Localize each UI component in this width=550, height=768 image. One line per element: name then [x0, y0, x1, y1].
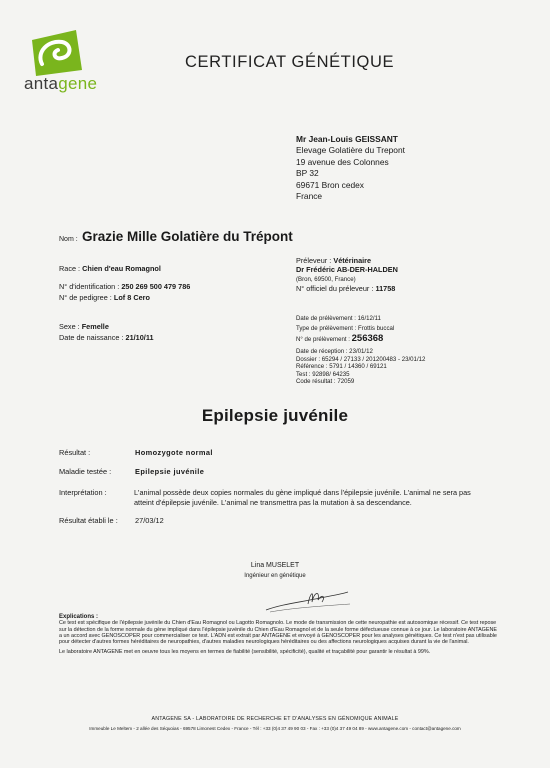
footer-address: Immeuble Le Meltem - 2 allée des Séquoias - 69578 Limonest Cedex - France - Tél : +33 (0)4 37 49 90 03 - Fax : +33 (0)4 37 49 04 89 - www.antagene.com - contact@antagene.com	[89, 726, 461, 731]
prelevement-date-label: Date de prélèvement :	[296, 315, 356, 322]
logo-wordmark: antagene	[24, 74, 98, 93]
reception-reference: Référence : 5791 / 14360 / 69121	[296, 363, 387, 371]
owner-address-block	[296, 134, 405, 202]
explications-heading: Explications :	[59, 614, 99, 620]
signatory-name: Lina MUSELET	[250, 562, 300, 569]
race-label: Race :	[59, 264, 81, 273]
owner-line: 19 avenue des Colonnes	[296, 156, 389, 167]
resultat-label: Résultat :	[59, 448, 91, 457]
pedigree-row	[59, 293, 150, 303]
prelevement-num-label: N° de prélèvement :	[296, 336, 350, 343]
reception-dossier: Dossier : 65294 / 27133 / 201200483 - 23/01/12	[296, 355, 426, 363]
owner-name: Mr Jean-Louis GEISSANT	[296, 134, 398, 144]
explications-paragraph: Ce test est spécifique de l'épilepsie juvénile du Chien d'Eau Romagnol ou Lagotto Romagnolo. Le mode de transmission de cette neuropathie est autosomique récessif. Ce test repose sur la détection de la forme normale du gène impliqué dans l'épilepsie juvénile du Chien d'Eau Romagnol et de la seule forme défectueuse connue à ce jour. Le laboratoire ANTAGENE a un accord avec GENOSCOPER pour commercialiser ce test. L'ADN est extrait par ANTAGENE et envoyé à GENOSCOPER pour les analyses génétiques. Ce test n'est pas utilisable pour détecter d'autres formes héréditaires de neuropathies, d'autres maladies neurologiques héréditaires ou des affections neurologiques acquises durant la vie de l'animal.	[59, 620, 497, 646]
preleveur-officiel-label: N° officiel du préleveur :	[296, 284, 374, 293]
dog-name: Grazie Mille Golatière du Trépont	[82, 229, 293, 244]
pedigree-value: Lof 8 Cero	[113, 293, 150, 302]
owner-line: BP 32	[296, 168, 319, 179]
prelevement-num-value: 256368	[351, 333, 384, 344]
race-value: Chien d'eau Romagnol	[82, 264, 161, 273]
sexe-value: Femelle	[81, 322, 109, 331]
signatory-block	[0, 560, 550, 582]
naissance-row	[59, 333, 154, 343]
reception-test: Test : 92898/ 64235	[296, 370, 350, 378]
reception-block	[296, 348, 425, 386]
footer-company: ANTAGENE SA - LABORATOIRE DE RECHERCHE ET D'ANALYSES EN GÉNOMIQUE ANIMALE	[151, 716, 399, 722]
test-heading: Epilepsie juvénile	[201, 406, 349, 425]
preleveur-name-text: Dr Frédéric AB-DER-HALDEN	[296, 265, 398, 274]
identification-row	[59, 282, 190, 292]
prelevement-type-row	[296, 325, 394, 333]
owner-line: Elevage Golatière du Trepont	[296, 145, 405, 156]
owner-line: 69671 Bron cedex	[296, 179, 364, 190]
signatory-role: Ingénieur en génétique	[244, 573, 306, 579]
sexe-label: Sexe :	[59, 322, 80, 331]
reception-code: Code résultat : 72059	[296, 378, 355, 386]
interpretation-label: Interprétation :	[59, 488, 107, 497]
sexe-row	[59, 322, 109, 332]
pedigree-label: N° de pedigree :	[59, 293, 112, 302]
identification-label: N° d'identification :	[59, 282, 120, 291]
prelevement-type-label: Type de prélèvement :	[296, 325, 357, 332]
preleveur-label: Préleveur :	[296, 256, 332, 265]
etabli-value: 27/03/12	[135, 516, 164, 525]
prelevement-date-value: 16/12/11	[357, 315, 381, 322]
maladie-value: Epilepsie juvénile	[135, 467, 205, 476]
reception-date: Date de réception : 23/01/12	[296, 348, 373, 355]
nom-label: Nom :	[59, 236, 78, 243]
interpretation-text: L'animal possède deux copies normales du gène impliqué dans l'épilepsie juvénile. L'animal ne sera pas atteint d'épilepsie juvénile. L'animal ne transmettra pas la mutation à sa descendance.	[134, 488, 471, 508]
naissance-label: Date de naissance :	[59, 333, 124, 342]
handwritten-signature	[262, 584, 352, 616]
identification-value: 250 269 500 479 786	[121, 282, 191, 291]
prelevement-type-value: Frottis buccal	[358, 325, 395, 332]
etabli-label: Résultat établi le :	[59, 516, 118, 525]
explications-paragraph: Le laboratoire ANTAGENE met en oeuvre tous les moyens en termes de fiabilité (sensibilité, spécificité), qualité et traçabilité pour garantir le résultat à 99%.	[59, 649, 431, 656]
preleveur-officiel-value: 11758	[375, 284, 396, 293]
preleveur-address: (Bron, 69500, France)	[296, 276, 356, 283]
antagene-logo	[18, 18, 98, 108]
maladie-label: Maladie testée :	[59, 467, 112, 476]
certificate-title: CERTIFICAT GÉNÉTIQUE	[185, 53, 395, 71]
preleveur-officiel-row	[296, 284, 395, 294]
owner-line: France	[296, 191, 323, 202]
prelevement-date-row	[296, 315, 381, 323]
explications-block	[59, 614, 499, 656]
race-row	[59, 264, 161, 274]
preleveur-value: Vétérinaire	[333, 256, 372, 265]
prelevement-num-row	[296, 333, 383, 344]
resultat-value: Homozygote normal	[135, 448, 213, 457]
naissance-value: 21/10/11	[125, 333, 154, 342]
preleveur-name	[296, 265, 398, 275]
